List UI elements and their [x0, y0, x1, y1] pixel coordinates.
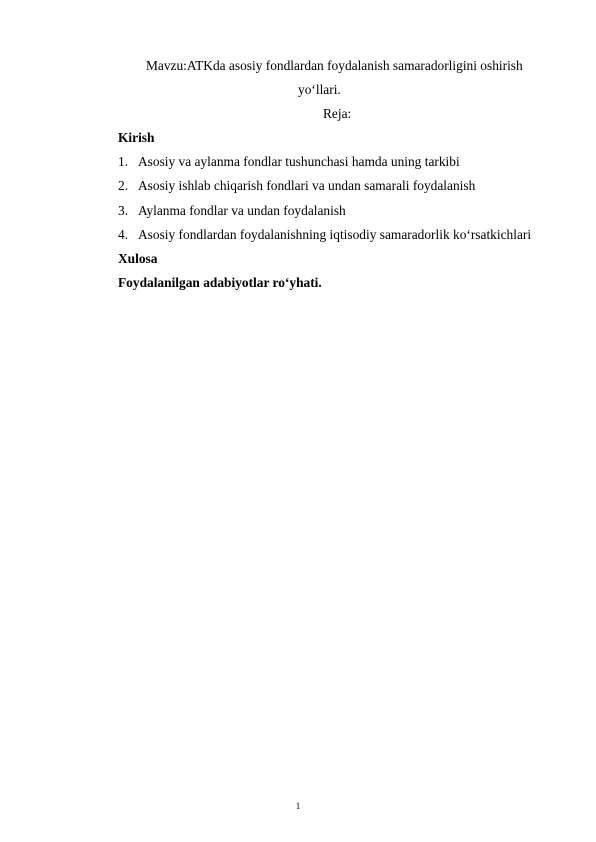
plan-item-number: 2.	[118, 178, 129, 193]
references-heading: Foydalanilgan adabiyotlar ro‘yhati.	[118, 275, 322, 290]
plan-item-text: Asosiy va aylanma fondlar tushunchasi hamda uning tarkibi	[138, 154, 460, 169]
plan-item-number: 4.	[118, 227, 129, 242]
document-title-line-2: yo‘llari.	[298, 82, 341, 97]
plan-item-text: Aylanma fondlar va undan foydalanish	[138, 203, 346, 218]
plan-item-3	[118, 203, 346, 219]
conclusion-heading: Xulosa	[118, 251, 158, 266]
page-number: 1	[295, 801, 301, 811]
document-title-line-1: Mavzu:ATKda asosiy fondlardan foydalanish samaradorligini oshirish	[146, 58, 523, 73]
plan-item-4	[118, 227, 531, 243]
plan-item-1	[118, 154, 460, 170]
plan-item-number: 1.	[118, 154, 129, 169]
plan-heading: Reja:	[323, 106, 352, 121]
plan-item-text: Asosiy ishlab chiqarish fondlari va undan samarali foydalanish	[138, 178, 476, 193]
plan-item-text: Asosiy fondlardan foydalanishning iqtisodiy samaradorlik ko‘rsatkichlari	[138, 227, 532, 242]
plan-item-2	[118, 178, 475, 194]
introduction-heading: Kirish	[118, 130, 155, 145]
plan-item-number: 3.	[118, 203, 129, 218]
